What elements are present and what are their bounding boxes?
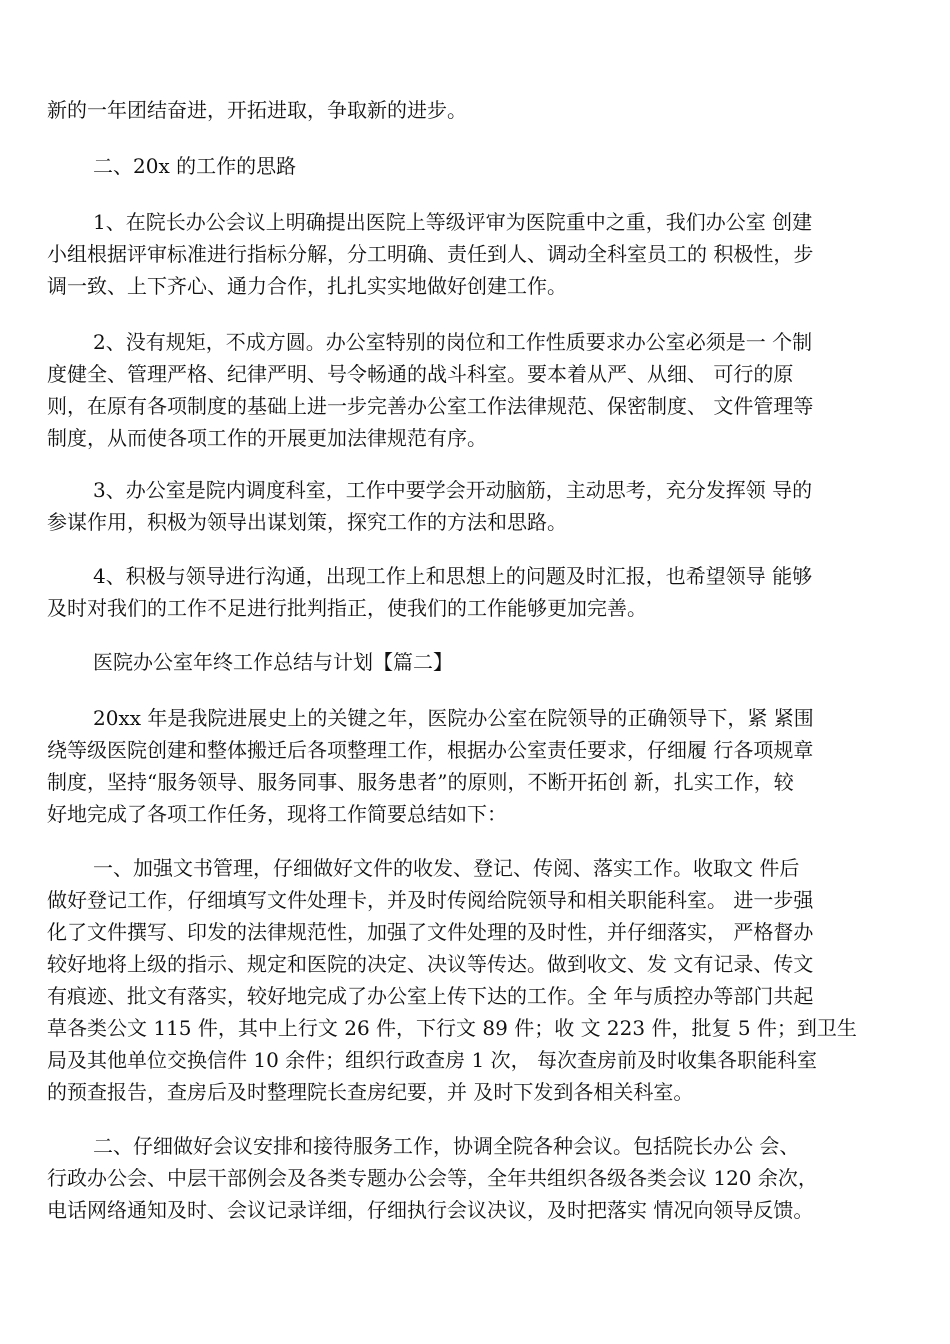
paragraph-line: 的预查报告，查房后及时整理院长查房纪要，并 及时下发到各相关科室。 [47, 1080, 694, 1104]
paragraph-line: 局及其他单位交换信件 10 余件；组织行政查房 1 次， 每次查房前及时收集各职能科室 [47, 1048, 817, 1072]
paragraph-line: 度健全、管理严格、纪律严明、号令畅通的战斗科室。要本着从严、从细、 可行的原 [47, 362, 794, 386]
paragraph-line: 较好地将上级的指示、规定和医院的决定、决议等传达。做到收文、发 文有记录、传文 [47, 952, 814, 976]
paragraph-line: 化了文件撰写、印发的法律规范性，加强了文件处理的及时性，并仔细落实， 严格督办 [47, 920, 814, 944]
paragraph-line: 则，在原有各项制度的基础上进一步完善办公室工作法律规范、保密制度、 文件管理等 [47, 394, 814, 418]
paragraph-line: 一、加强文书管理，仔细做好文件的收发、登记、传阅、落实工作。收取文 件后 [93, 856, 800, 880]
paragraph-line: 做好登记工作，仔细填写文件处理卡，并及时传阅给院领导和相关职能科室。 进一步强 [47, 888, 814, 912]
paragraph-line: 电话网络通知及时、会议记录详细，仔细执行会议决议，及时把落实 情况向领导反馈。 [47, 1198, 814, 1222]
paragraph-line: 2、没有规矩，不成方圆。办公室特别的岗位和工作性质要求办公室必须是一 个制 [93, 330, 813, 354]
paragraph-line: 3、办公室是院内调度科室，工作中要学会开动脑筋，主动思考，充分发挥领 导的 [93, 478, 813, 502]
paragraph-line: 调一致、上下齐心、通力合作，扎扎实实地做好创建工作。 [47, 274, 567, 298]
section-heading: 二、20x 的工作的思路 [93, 154, 297, 178]
paragraph-line: 二、仔细做好会议安排和接待服务工作，协调全院各种会议。包括院长办公 会、 [93, 1134, 800, 1158]
paragraph-line: 制度，坚持“服务领导、服务同事、服务患者”的原则，不断开拓创 新，扎实工作，较 [47, 770, 794, 794]
paragraph-line: 小组根据评审标准进行指标分解，分工明确、责任到人、调动全科室员工的 积极性，步 [47, 242, 814, 266]
paragraph-line: 新的一年团结奋进，开拓进取，争取新的进步。 [47, 98, 467, 122]
paragraph-line: 参谋作用，积极为领导出谋划策，探究工作的方法和思路。 [47, 510, 567, 534]
paragraph-line: 有痕迹、批文有落实，较好地完成了办公室上传下达的工作。全 年与质控办等部门共起 [47, 984, 814, 1008]
section-heading: 医院办公室年终工作总结与计划【篇二】 [93, 650, 453, 674]
paragraph-line: 及时对我们的工作不足进行批判指正，使我们的工作能够更加完善。 [47, 596, 647, 620]
paragraph-line: 行政办公会、中层干部例会及各类专题办公会等，全年共组织各级各类会议 120 余次， [47, 1166, 818, 1190]
paragraph-line: 1、在院长办公会议上明确提出医院上等级评审为医院重中之重，我们办公室 创建 [93, 210, 813, 234]
paragraph-line: 20xx 年是我院进展史上的关键之年，医院办公室在院领导的正确领导下，紧 紧围 [93, 706, 814, 730]
paragraph-line: 绕等级医院创建和整体搬迁后各项整理工作，根据办公室责任要求，仔细履 行各项规章 [47, 738, 814, 762]
paragraph-line: 好地完成了各项工作任务，现将工作简要总结如下： [47, 802, 507, 826]
paragraph-line: 4、积极与领导进行沟通，出现工作上和思想上的问题及时汇报，也希望领导 能够 [93, 564, 813, 588]
paragraph-line: 草各类公文 115 件，其中上行文 26 件，下行文 89 件；收 文 223 件，批复 5 件；到卫生 [47, 1016, 857, 1040]
paragraph-line: 制度，从而使各项工作的开展更加法律规范有序。 [47, 426, 487, 450]
